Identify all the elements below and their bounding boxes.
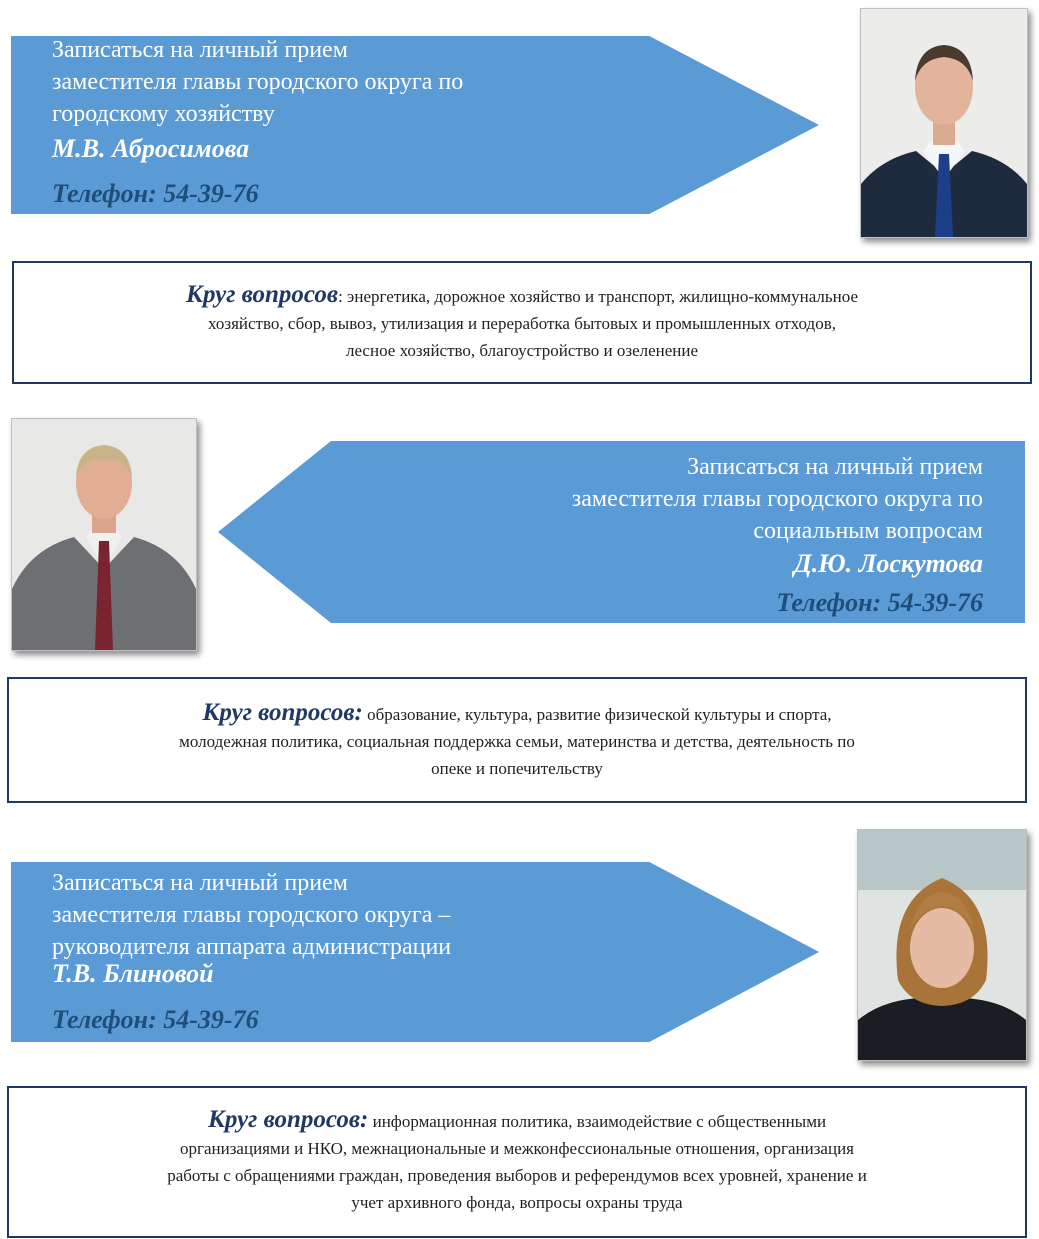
banner-title-2: Записаться на личный прием заместителя главы городского округа по социальным вопросам <box>571 454 983 544</box>
issues-label-2: Круг вопросов: <box>202 699 363 726</box>
portrait-photo-3 <box>857 829 1027 1061</box>
issues-label-3: Круг вопросов: <box>207 1106 369 1133</box>
deputy-name-1: М.В. Абросимова <box>52 134 250 163</box>
deputy-name-2: Д.Ю. Лоскутова <box>793 549 983 578</box>
phone-1: Телефон: 54-39-76 <box>52 179 259 208</box>
issues-box-3: Круг вопросов: информационная политика, взаимодействие с общественными организациями и НКО, межнациональные и межконфессиональные отношения, организация работы с обращениями граждан, проведения выборов и референдумов всех уровней, хранение и учет архивного фонда, вопросы охраны труда <box>7 1086 1027 1238</box>
portrait-photo-1 <box>860 8 1028 238</box>
portrait-photo-2 <box>11 418 197 651</box>
banner-title-1: Записаться на личный прием заместителя главы городского округа по городскому хозяйству <box>52 37 464 127</box>
issues-box-1: Круг вопросов: энергетика, дорожное хозяйство и транспорт, жилищно-коммунальное хозяйство, сбор, вывоз, утилизация и переработка бытовых и промышленных отходов, лесное хозяйство, благоустройство и озеленение <box>12 261 1032 384</box>
issues-box-2: Круг вопросов: образование, культура, развитие физической культуры и спорта, молодежная политика, социальная поддержка семьи, материнства и детства, деятельность по опеке и попечительству <box>7 677 1027 803</box>
phone-3: Телефон: 54-39-76 <box>52 1005 259 1034</box>
phone-2: Телефон: 54-39-76 <box>776 588 983 617</box>
deputy-name-3: Т.В. Блиновой <box>52 959 214 988</box>
banner-title-3: Записаться на личный прием заместителя главы городского округа – руководителя аппарата администрации <box>52 870 452 960</box>
issues-label-1: Круг вопросов <box>185 281 339 308</box>
